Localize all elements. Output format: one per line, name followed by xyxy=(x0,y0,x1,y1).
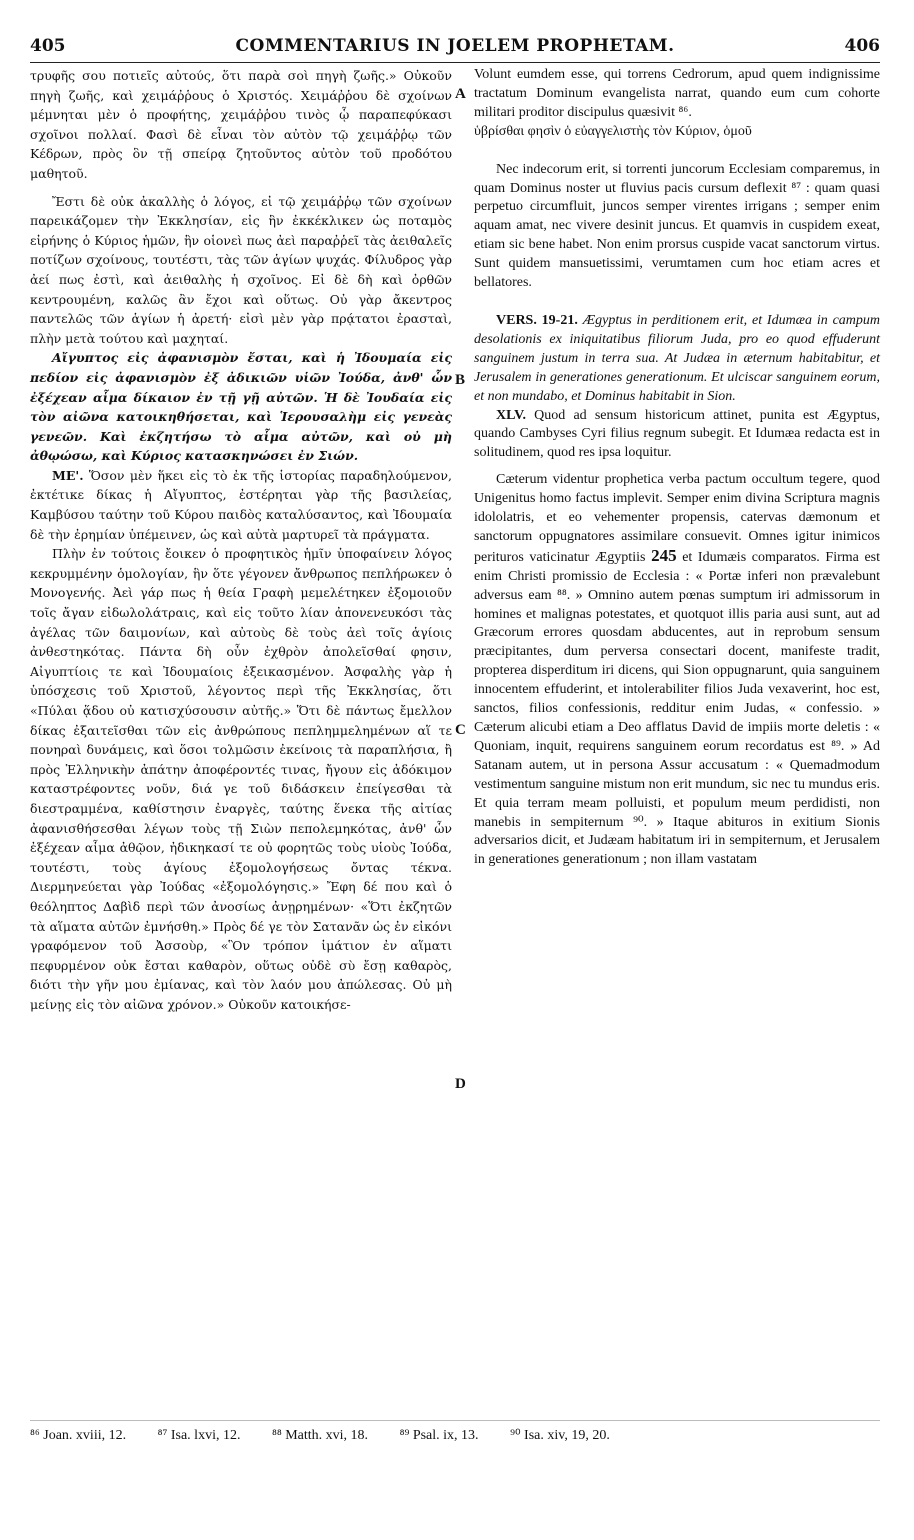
latin-paragraph-4a: Cæterum videntur prophetica verba pactum occultum tegere, quod Unigenitus homo factus implevit. Semper enim divina Scriptura magnis idololatris, et eo vehementer propensis, catervas dæmonum et sanctorum oppugnatores assimilare consuevit. Omnes igitur inimicos perituros vaticinatur Ægyptiis xyxy=(474,472,880,565)
latin-paragraph-2: Nec indecorum erit, si torrenti juncorum Ecclesiam comparemus, in quam Dominus noster ut fluvius pacis cursum deflexit ⁸⁷ : quam quasi perpetuo circumfluit, juncos semper virentes irrigans ; semper enim aquam amat, nec vivere desinit juncus. Et quamvis in cuspidem exeat, etiam sic bene habet. Non enim prorsus cuspide vacat sanctorum virtus. Sunt quidem mansuetissimi, verumtamen cum hoc etiam acres et bellatores. xyxy=(474,161,880,291)
greek-scripture-verse: Αἴγυπτος εἰς ἀφανισμὸν ἔσται, καὶ ἡ Ἰδουμαία εἰς πεδίον εἰς ἀφανισμὸν ἐξ ἀδικιῶν υἱῶν Ἰούδα, ἀνθ' ὧν ἐξέχεαν αἷμα δίκαιον ἐν τῇ γῇ αὐτῶν. Ἡ δὲ Ἰουδαία εἰς τὸν αἰῶνα κατοικηθήσεται, καὶ Ἱερουσαλὴμ εἰς γενεὰς γενεῶν. Καὶ ἐκζητήσω τὸ αἷμα αὐτῶν, καὶ οὐ μὴ ἀθῳώσω, καὶ Κύριος κατασκηνώσει ἐν Σιών. xyxy=(30,350,452,464)
column-number: 245 xyxy=(651,545,677,565)
page-header xyxy=(30,36,880,60)
margin-marker-b: B xyxy=(455,372,466,388)
greek-paragraph-2: Ἔστι δὲ οὐκ ἀκαλλὴς ὁ λόγος, εἰ τῷ χειμάῤῥῳ τῶν σχοίνων παρεικάζομεν τὴν Ἐκκλησίαν, εἰς ἣν ἐκκέκλικεν ὡς ποταμὸς εἰρήνης ὁ Κύριος ἡμῶν, ἣν οἱονεὶ πως ἀεὶ παραῤῥεῖ τὰς ἀειθαλεῖς ποτίζων σχοίνους, τουτέστι, τὰς τῶν ἁγίων ψυχάς. Φίλυδρος γὰρ ἀεί πως ἐστὶ, καὶ ἀειθαλὴς ἡ σχοῖνος. Εἰ δὲ δὴ καὶ ὀρθῶν κεντρουμένη, καλῶς ἂν ἔχοι καὶ οὕτως. Οὐ γὰρ ἄκεντρος παντελῶς τῶν ἁγίων ἡ ἀρετή· εἰσὶ μὲν γὰρ πρᾴτατοι ἐρασταὶ, πλὴν μετὰ τούτου καὶ μαχηταί. xyxy=(30,193,452,346)
greek-section-number: ΜΕ'. xyxy=(52,467,84,483)
latin-paragraph-4 xyxy=(474,471,880,870)
footnote-87: ⁸⁷ Isa. lxvi, 12. xyxy=(157,1428,241,1443)
latin-verse-paragraph xyxy=(474,312,880,407)
footnote-89: ⁸⁹ Psal. ix, 13. xyxy=(399,1428,479,1443)
page-number-right: 406 xyxy=(844,36,880,56)
latin-scripture-verse: Ægyptus in perditionem erit, et Idumæa in campum desolationis ex iniquitatibus filiorum Juda, pro eo quod effuderunt sanguinem justum in terra sua. At Judæa in æternum habitabitur, et Jerusalem in generationes generationum. Et ulciscar sanguinem eorum, et non mundabo, et Dominus habitabit in Sion. xyxy=(474,312,881,404)
footnote-90: ⁹⁰ Isa. xiv, 19, 20. xyxy=(510,1428,610,1443)
latin-paragraph-4b: et Idumæis comparatos. Firma est enim Christi promissio de Ecclesia : « Portæ inferi non prævalebunt adversus eam ⁸⁸. » Omnino autem pœnas sumptum iri admissorum in homines et malignas potestates, et quotquot illis paria ausi sunt, aut ad Græcorum errores quosdam abducentes, aut in reprobum sensum præcipitantes, dum perversa consectari docent, manifeste tradit, propterea disperditum iri dicens, qui Sion oppugnarunt, quia sanguinem innocentem effuderint, et intolerabiliter filios Juda vexaverint, hoc est, sanctos, filios confessionis, redditur enim Judas, « confessio. » Cæterum alicubi etiam a Deo afflatus David de impiis morte deletis : « Quoniam, inquit, requirens sanguinem eorum recordatus est ⁸⁹. » Ad Satanam autem, ut in persona Assur accusatum : « Quemadmodum vestimentum sanguine mistum non erit mundum, sic nec tu mundus eris. Et quia terram meam polluisti, et populum meum perdidisti, non manebis in sempiternum ⁹⁰. » Itaque abituros in exitium Sionis adversarios dicit, et Judæam habitatum iri in sempiternum, et Jerusalem in generationes generationum ; non illam vastatam xyxy=(474,549,881,868)
footnotes xyxy=(30,1420,880,1444)
verse-label: VERS. 19-21. xyxy=(496,312,578,328)
page-number-left: 405 xyxy=(30,36,66,56)
latin-paragraph-3 xyxy=(474,407,880,464)
greek-paragraph-5: Πλὴν ἐν τούτοις ἔοικεν ὁ προφητικὸς ἡμῖν ὑποφαίνειν λόγος κεκρυμμένην ὁμολογίαν, ἣν ὅτε γέγονεν ἄνθρωπος πεπλήρωκεν ὁ Μονογενής. Ἀεὶ γάρ πως ἡ θεία Γραφὴ μεμελέτηκεν ἐξομοιοῦν τοῖς ἄγαν εἰδωλολάτραις, καὶ εἰς τοῦτο λίαν ἀπονενευκόσι τὰς ἀγέλας τῶν δαιμονίων, καὶ αὐτοὺς δὲ τοὺς ἀεὶ τοῖς ἁγίοις ἀνθεστηκότας. Πάντα δὴ οὖν ἐχθρὸν ἀπολεῖσθαί φησιν, Αἰγυπτίοις τε καὶ Ἰδουμαίοις ἐξεικασμένον. Ἀσφαλὴς γὰρ ἡ ὑπόσχεσις τοῦ Χριστοῦ, λέγοντος περὶ τῆς Ἐκκλησίας, ὅτι «Πύλαι ᾅδου οὐ κατισχύσουσιν αὐτῆς.» Ὅτι δὲ πάντως ἔμελλον δίκας ἐξαιτεῖσθαι τῶν εἰς ἀνθρώπους πεπλημμελημένων αἵ τε πονηραὶ δυνάμεις, καὶ ὅσοι τολμῶσιν ἐκείνοις τὰ παραπλήσια, ἢ πρὸς Ἑλληνικὴν ἀπάτην ἀποφέροντές τινας, ἤγουν εἰς ἀδόκιμον καταστρέφοντες νοῦν, διά γε τοῦ διδάσκειν ἐπείγεσθαι τὰ διεστραμμένα, καθίστησιν ἐναργὲς, ταύτης ἕνεκα τῆς αἰτίας ἀφανισθήσεσθαι λέγων τοὺς τῇ Σιὼν πεπολεμηκότας, ἀνθ' ὧν ἐξέχεαν αἷμα ἀθῷον, ἠδικηκασί τε οὐ φορητῶς τοὺς υἱοὺς Ἰούδα, τουτέστι, τοὺς ἁγίους ἐξομολογήσεως ὄντας τέκνα. Διερμηνεύεται γὰρ Ἰούδας «ἐξομολόγησις.» Ἔφη δέ που καὶ ὁ θεόληπτος Δαβὶδ περὶ τῶν ἀνοσίως ἀνῃρημένων· «Ὅτι ἐκζητῶν τὰ αἵματα αὐτῶν ἐμνήσθη.» Πρὸς δέ γε τὸν Σατανᾶν ὡς ἐν εἰκόνι γραφόμενον τοῦ Ἀσσοὺρ, «Ὃν τρόπον ἱμάτιον ἐν αἵματι πεφυρμένον οὐκ ἔσται καθαρὸν, οὕτως οὐδὲ σὺ ἔσῃ καθαρὸς, διότι τὴν γῆν μου ἐμίανας, καὶ τὸν λαόν μου ἀπώλεσας. Οὐ μὴ μείνῃς εἰς τὸν αἰῶνα χρόνον.» Οὐκοῦν κατοικήσε- xyxy=(30,546,452,1012)
margin-marker-d: D xyxy=(455,1076,466,1092)
header-rule xyxy=(30,62,880,63)
footnote-86: ⁸⁶ Joan. xviii, 12. xyxy=(30,1428,127,1443)
greek-column xyxy=(30,66,452,1015)
footnote-88: ⁸⁸ Matth. xvi, 18. xyxy=(271,1428,369,1443)
latin-paragraph-3-text: Quod ad sensum historicum attinet, punita est Ægyptus, quando Cambyses Cyri filius regnum subegit. Et Idumæa redacta est in solitudinem, quod res ipsa loquitur. xyxy=(474,407,880,461)
latin-paragraph-1: Volunt eumdem esse, qui torrens Cedrorum, apud quem indignissime tractatum Dominum evangelista narrat, quando eum cum cohorte militari proditor discipulus quæsivit ⁸⁶. xyxy=(474,67,880,120)
greek-paragraph-1: τρυφῆς σου ποτιεῖς αὐτούς, ὅτι παρὰ σοὶ πηγὴ ζωῆς.» Οὐκοῦν πηγὴ ζωῆς, καὶ χειμάῤῥους ὁ Χριστός. Χειμάῤῥου δὲ σχοίνων μέμνηται μὲν ὁ προφήτης, χειμάῤῥου τινὸς ᾧ παραπεφύκασι σχοῖνοι πολλαί. Φασὶ δὲ εἶναι τὸν αὐτὸν τῷ χειμάῤῥῳ τῶν Κέδρων, πρὸς ὃν τῇ σπείρᾳ ζητοῦντος αὐτὸν τοῦ προδότου μαθητοῦ. xyxy=(30,68,452,181)
running-title: COMMENTARIUS IN JOELEM PROPHETAM. xyxy=(235,36,675,56)
latin-column xyxy=(474,66,880,870)
latin-section-number: XLV. xyxy=(496,407,526,423)
margin-marker-a: A xyxy=(455,86,466,102)
greek-paragraph-4 xyxy=(30,466,452,544)
greek-paragraph-4-text: Ὅσον μὲν ἥκει εἰς τὸ ἐκ τῆς ἱστορίας παραδηλούμενον, ἐκτέτικε δίκας ἡ Αἴγυπτος, ἐστέρηται γὰρ τῆς βασιλείας, Καμβύσου ταύτην τοῦ Κύρου παιδὸς καταλύσαντος, καὶ Ἰδουμαία δὲ τὴν ἐρημίαν ὑπέμεινεν, ὡς καὶ αὐτὰ μαρτυρεῖ τὰ πράγματα. xyxy=(30,467,452,542)
margin-marker-c: C xyxy=(455,722,466,738)
greek-overflow-line: ὑβρίσθαι φησὶν ὁ εὐαγγελιστὴς τὸν Κύριον, ὁμοῦ xyxy=(474,123,752,139)
